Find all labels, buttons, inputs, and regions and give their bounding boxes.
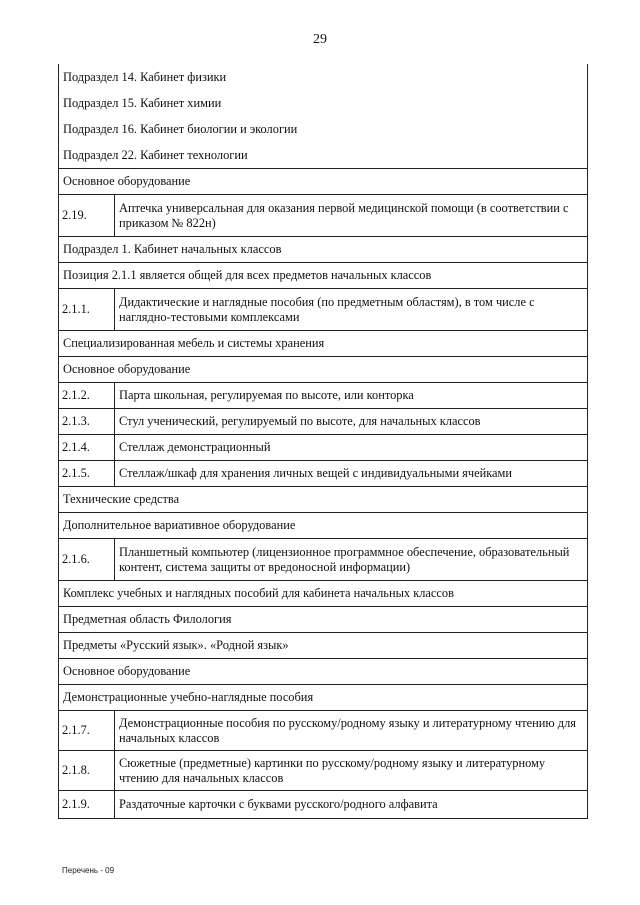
table-row [59,117,588,143]
table-row [59,581,588,607]
subsection-row: Подраздел 22. Кабинет технологии [59,143,588,169]
table-row [59,195,588,237]
table-row [59,289,588,331]
table-row [59,435,588,461]
section-header-row: Дополнительное вариативное оборудование [59,513,588,539]
table-row [59,143,588,169]
section-header-row: Основное оборудование [59,169,588,195]
item-number: 2.1.8. [59,751,115,791]
table-row [59,357,588,383]
item-number: 2.1.2. [59,383,115,409]
table-row [59,263,588,289]
table-row [59,487,588,513]
item-description: Аптечка универсальная для оказания первой медицинской помощи (в соответствии с приказом № 822н) [115,195,588,237]
table-row [59,91,588,117]
section-header-row: Основное оборудование [59,659,588,685]
page-footer: Перечень - 09 [62,866,115,875]
page-number: 29 [313,32,327,47]
section-header-row: Технические средства [59,487,588,513]
item-number: 2.1.9. [59,791,115,819]
item-number: 2.1.7. [59,711,115,751]
table-row [59,513,588,539]
table-row [59,607,588,633]
item-description: Стеллаж/шкаф для хранения личных вещей с индивидуальными ячейками [115,461,588,487]
subsection-row: Подраздел 15. Кабинет химии [59,91,588,117]
section-header-row: Комплекс учебных и наглядных пособий для кабинета начальных классов [59,581,588,607]
table-row [59,633,588,659]
item-description: Стул ученический, регулируемый по высоте, для начальных классов [115,409,588,435]
subsection-row: Подраздел 16. Кабинет биологии и экологии [59,117,588,143]
table-row [59,711,588,751]
table-row [59,659,588,685]
subsection-row: Подраздел 1. Кабинет начальных классов [59,237,588,263]
item-description: Стеллаж демонстрационный [115,435,588,461]
section-header-row: Предметы «Русский язык». «Родной язык» [59,633,588,659]
item-number: 2.1.5. [59,461,115,487]
table-row [59,751,588,791]
section-header-row: Предметная область Филология [59,607,588,633]
subsection-row: Подраздел 14. Кабинет физики [59,65,588,91]
item-description: Раздаточные карточки с буквами русского/родного алфавита [115,791,588,819]
table-row [59,685,588,711]
item-description: Парта школьная, регулируемая по высоте, или конторка [115,383,588,409]
item-description: Планшетный компьютер (лицензионное программное обеспечение, образовательный контент, система защиты от вредоносной информации) [115,539,588,581]
table-row [59,331,588,357]
table-row [59,65,588,91]
item-description: Демонстрационные пособия по русскому/родному языку и литературному чтению для начальных классов [115,711,588,751]
table-row [59,409,588,435]
table-row [59,791,588,819]
item-description: Сюжетные (предметные) картинки по русскому/родному языку и литературному чтению для начальных классов [115,751,588,791]
item-number: 2.1.3. [59,409,115,435]
table-row [59,169,588,195]
table-row [59,383,588,409]
item-number: 2.1.1. [59,289,115,331]
equipment-table [58,64,588,819]
section-header-row: Демонстрационные учебно-наглядные пособия [59,685,588,711]
table-row [59,539,588,581]
note-row: Позиция 2.1.1 является общей для всех предметов начальных классов [59,263,588,289]
table-row [59,237,588,263]
item-number: 2.19. [59,195,115,237]
section-header-row: Специализированная мебель и системы хранения [59,331,588,357]
item-number: 2.1.4. [59,435,115,461]
section-header-row: Основное оборудование [59,357,588,383]
item-number: 2.1.6. [59,539,115,581]
item-description: Дидактические и наглядные пособия (по предметным областям), в том числе с наглядно-тестовыми комплексами [115,289,588,331]
table-row [59,461,588,487]
